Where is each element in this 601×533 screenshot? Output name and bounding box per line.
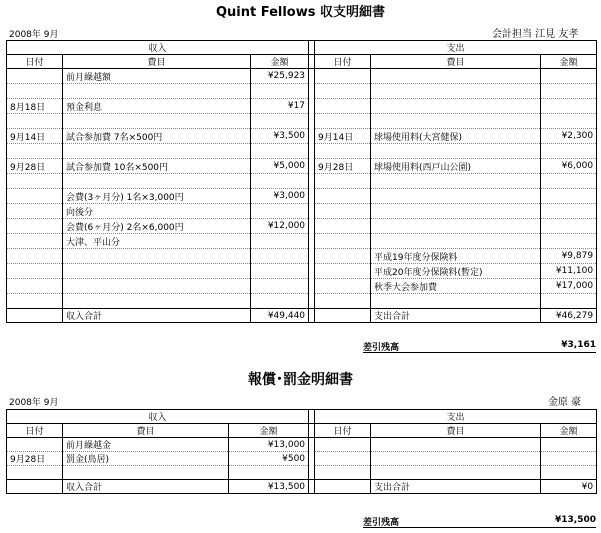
income-date-cell (7, 466, 63, 480)
statement-title: Quint Fellows 収支明細書 (215, 5, 386, 20)
table-row (7, 144, 597, 159)
expense-amount-cell (541, 204, 597, 219)
col-amount: 金額 (541, 55, 597, 69)
income-item-cell (63, 174, 251, 189)
manager-name: 金原 豪 (548, 397, 582, 408)
table-row (7, 204, 597, 219)
expense-date-cell (315, 279, 371, 294)
income-date-cell (7, 264, 63, 279)
expense-date-cell (315, 264, 371, 279)
statement-date: 2008年 9月 (9, 30, 59, 40)
income-date-cell: 8月18日 (7, 99, 63, 114)
table-row (7, 452, 597, 466)
expense-amount-cell (541, 144, 597, 159)
income-amount-cell (251, 279, 309, 294)
expense-item-cell (371, 294, 541, 309)
expense-item-cell (371, 204, 541, 219)
balance-row (363, 340, 596, 353)
income-date-cell (7, 84, 63, 99)
expense-date-cell: 9月28日 (315, 159, 371, 174)
expense-amount-cell (541, 466, 597, 480)
income-amount-cell (251, 114, 309, 129)
table-row (7, 279, 597, 294)
col-item: 費目 (371, 424, 541, 438)
income-date-cell (7, 204, 63, 219)
expense-date-cell (315, 294, 371, 309)
expense-item-cell (371, 219, 541, 234)
expense-amount-cell (541, 69, 597, 84)
income-item-cell (63, 144, 251, 159)
income-date-cell (7, 219, 63, 234)
statement-title: 報償･罰金明細書 (248, 372, 353, 388)
income-item-cell: 会費(3ヶ月分) 1名×3,000円 (63, 189, 251, 204)
expense-date-cell (315, 234, 371, 249)
income-date-cell (7, 294, 63, 309)
expense-date-cell (315, 219, 371, 234)
table-row (7, 466, 597, 480)
income-amount-cell (229, 466, 309, 480)
col-item: 費目 (63, 424, 229, 438)
statement-date: 2008年 9月 (9, 398, 59, 408)
balance-value: ¥13,500 (555, 515, 596, 525)
expense-amount-cell (541, 234, 597, 249)
income-amount-cell (251, 249, 309, 264)
expense-amount-cell (541, 99, 597, 114)
income-item-cell (63, 466, 229, 480)
expense-amount-cell: ¥11,100 (541, 264, 597, 279)
income-total: ¥13,500 (229, 480, 309, 494)
expense-item-cell (371, 466, 541, 480)
expense-item-cell: 球場使用料(大宮健保) (371, 129, 541, 144)
expense-date-cell (315, 466, 371, 480)
expense-total: ¥0 (541, 480, 597, 494)
col-date: 日付 (315, 55, 371, 69)
expense-date-cell (315, 99, 371, 114)
expense-amount-cell (541, 84, 597, 99)
expense-header: 支出 (315, 410, 597, 424)
income-total-label: 収入合計 (63, 480, 229, 494)
income-expense-table (6, 40, 597, 323)
col-item: 費目 (371, 55, 541, 69)
expense-amount-cell: ¥17,000 (541, 279, 597, 294)
income-amount-cell: ¥5,000 (251, 159, 309, 174)
income-date-cell (7, 114, 63, 129)
income-amount-cell (251, 204, 309, 219)
expense-item-cell: 平成20年度分保険料(暫定) (371, 264, 541, 279)
income-item-cell (63, 279, 251, 294)
income-date-cell (7, 144, 63, 159)
income-amount-cell (251, 144, 309, 159)
income-date-cell (7, 234, 63, 249)
table-row (7, 249, 597, 264)
col-item: 費目 (63, 55, 251, 69)
income-item-cell: 大津、平山分 (63, 234, 251, 249)
col-date: 日付 (7, 424, 63, 438)
income-amount-cell: ¥17 (251, 99, 309, 114)
expense-date-cell: 9月14日 (315, 129, 371, 144)
table-row (7, 189, 597, 204)
income-date-cell: 9月14日 (7, 129, 63, 144)
table-row (7, 69, 597, 84)
expense-item-cell: 球場使用料(西戸山公園) (371, 159, 541, 174)
balance-label: 差引残高 (363, 343, 400, 353)
expense-amount-cell (541, 438, 597, 452)
expense-item-cell (371, 438, 541, 452)
table-row (7, 99, 597, 114)
income-date-cell (7, 189, 63, 204)
expense-item-cell (371, 174, 541, 189)
expense-item-cell: 平成19年度分保険料 (371, 249, 541, 264)
expense-date-cell (315, 69, 371, 84)
income-date-cell (7, 69, 63, 84)
income-item-cell: 前月繰越金 (63, 438, 229, 452)
income-amount-cell: ¥3,500 (251, 129, 309, 144)
table-row (7, 159, 597, 174)
expense-item-cell (371, 114, 541, 129)
income-item-cell (63, 264, 251, 279)
expense-date-cell (315, 452, 371, 466)
col-amount: 金額 (229, 424, 309, 438)
expense-amount-cell (541, 294, 597, 309)
table-row (7, 174, 597, 189)
expense-date-cell (315, 84, 371, 99)
expense-item-cell: 秋季大会参加費 (371, 279, 541, 294)
table-row (7, 114, 597, 129)
income-amount-cell (251, 84, 309, 99)
income-amount-cell (251, 174, 309, 189)
col-amount: 金額 (251, 55, 309, 69)
income-amount-cell: ¥500 (229, 452, 309, 466)
expense-date-cell (315, 438, 371, 452)
income-total: ¥49,440 (251, 309, 309, 323)
income-amount-cell: ¥25,923 (251, 69, 309, 84)
treasurer-name: 会計担当 江見 友孝 (492, 29, 579, 40)
col-amount: 金額 (541, 424, 597, 438)
expense-total: ¥46,279 (541, 309, 597, 323)
income-item-cell: 前月繰越額 (63, 69, 251, 84)
income-total-label: 収入合計 (63, 309, 251, 323)
expense-amount-cell (541, 174, 597, 189)
expense-item-cell (371, 452, 541, 466)
table-row (7, 264, 597, 279)
income-header: 収入 (7, 410, 309, 424)
income-amount-cell (251, 234, 309, 249)
income-item-cell (63, 294, 251, 309)
table-row (7, 294, 597, 309)
income-date-cell (7, 249, 63, 264)
expense-date-cell (315, 249, 371, 264)
income-item-cell: 試合参加費 10名×500円 (63, 159, 251, 174)
income-item-cell (63, 114, 251, 129)
income-date-cell (7, 174, 63, 189)
expense-amount-cell (541, 452, 597, 466)
expense-date-cell (315, 174, 371, 189)
income-item-cell: 罰金(鳥居) (63, 452, 229, 466)
table-row (7, 219, 597, 234)
expense-amount-cell (541, 189, 597, 204)
table-row (7, 84, 597, 99)
expense-item-cell (371, 144, 541, 159)
income-date-cell (7, 438, 63, 452)
income-amount-cell: ¥3,000 (251, 189, 309, 204)
expense-amount-cell (541, 114, 597, 129)
table-row (7, 438, 597, 452)
income-date-cell: 9月28日 (7, 159, 63, 174)
income-amount-cell: ¥13,000 (229, 438, 309, 452)
reward-fine-table (6, 409, 597, 494)
balance-label: 差引残高 (363, 518, 400, 528)
income-item-cell (63, 84, 251, 99)
income-item-cell: 預金利息 (63, 99, 251, 114)
table-row (7, 129, 597, 144)
expense-date-cell (315, 144, 371, 159)
expense-item-cell (371, 69, 541, 84)
expense-amount-cell: ¥2,300 (541, 129, 597, 144)
expense-header: 支出 (315, 41, 597, 55)
expense-amount-cell (541, 219, 597, 234)
income-date-cell: 9月28日 (7, 452, 63, 466)
balance-row (363, 515, 596, 528)
col-date: 日付 (7, 55, 63, 69)
col-date: 日付 (315, 424, 371, 438)
income-amount-cell: ¥12,000 (251, 219, 309, 234)
expense-amount-cell: ¥6,000 (541, 159, 597, 174)
expense-total-label: 支出合計 (371, 480, 541, 494)
income-item-cell (63, 249, 251, 264)
income-amount-cell (251, 294, 309, 309)
income-item-cell: 向後分 (63, 204, 251, 219)
income-amount-cell (251, 264, 309, 279)
income-header: 収入 (7, 41, 309, 55)
expense-date-cell (315, 189, 371, 204)
expense-item-cell (371, 84, 541, 99)
income-item-cell: 会費(6ヶ月分) 2名×6,000円 (63, 219, 251, 234)
income-date-cell (7, 279, 63, 294)
balance-value: ¥3,161 (561, 340, 596, 350)
expense-date-cell (315, 204, 371, 219)
expense-item-cell (371, 234, 541, 249)
expense-amount-cell: ¥9,879 (541, 249, 597, 264)
expense-item-cell (371, 189, 541, 204)
income-item-cell: 試合参加費 7名×500円 (63, 129, 251, 144)
expense-item-cell (371, 99, 541, 114)
expense-date-cell (315, 114, 371, 129)
expense-total-label: 支出合計 (371, 309, 541, 323)
table-row (7, 234, 597, 249)
